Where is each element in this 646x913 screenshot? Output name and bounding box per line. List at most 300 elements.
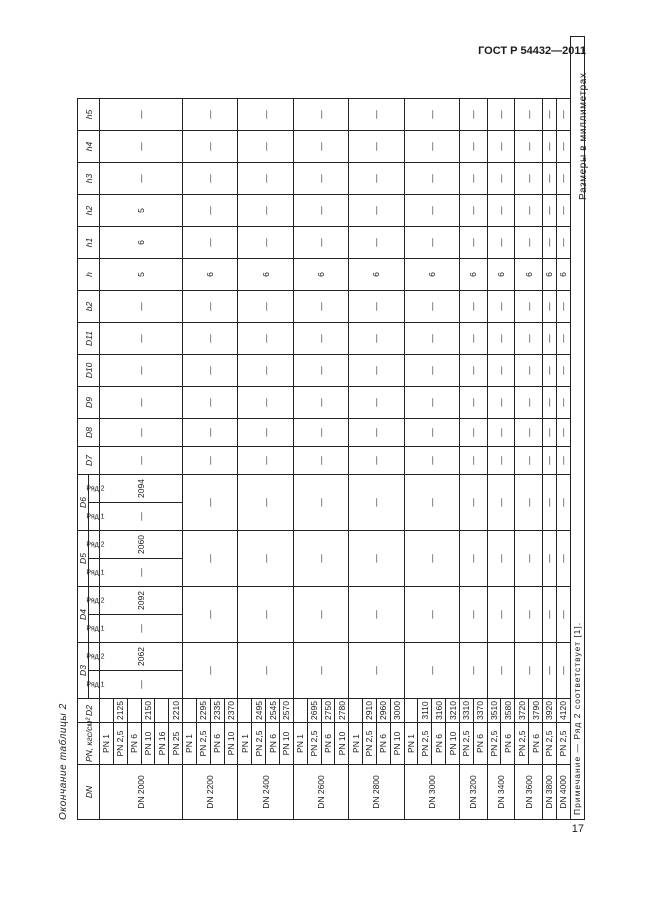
pn-cell: PN 2,5: [459, 723, 473, 765]
table-row: [404, 37, 418, 820]
h1-cell: —: [404, 227, 459, 259]
d9-cell: —: [487, 387, 515, 419]
d4-row1-cell: —: [100, 615, 183, 643]
d2-cell: [100, 699, 114, 723]
row1-label: Ряд 1: [86, 513, 105, 520]
header-pn: PN, кгс/см²: [78, 723, 100, 765]
h1-cell: —: [238, 227, 293, 259]
d2-cell: 3000: [390, 699, 404, 723]
d11-cell: —: [543, 323, 557, 355]
header-h1: h1: [78, 227, 100, 259]
h-cell: 6: [459, 259, 487, 291]
pn-cell: PN 10: [141, 723, 155, 765]
h4-cell: —: [404, 131, 459, 163]
table-row: [556, 37, 570, 820]
pn-cell: PN 6: [473, 723, 487, 765]
d8-cell: —: [459, 419, 487, 447]
h2-cell: —: [487, 195, 515, 227]
header-row1-cell: [86, 615, 105, 643]
d11-cell: —: [487, 323, 515, 355]
b2-cell: —: [459, 291, 487, 323]
d4-cell: —: [349, 587, 404, 643]
h2-cell: —: [459, 195, 487, 227]
d7-cell: —: [459, 447, 487, 475]
d6-cell: —: [487, 475, 515, 531]
h5-cell: —: [183, 99, 238, 131]
pn-cell: PN 6: [501, 723, 515, 765]
dimensions-table: [77, 36, 585, 820]
d4-cell: —: [404, 587, 459, 643]
header-row2-cell: [86, 531, 105, 559]
d2-cell: [238, 699, 252, 723]
b2-cell: —: [404, 291, 459, 323]
h2-cell: —: [349, 195, 404, 227]
b2-cell: —: [183, 291, 238, 323]
h5-cell: —: [515, 99, 543, 131]
d8-cell: —: [543, 419, 557, 447]
d2-cell: 2335: [210, 699, 224, 723]
pn-cell: PN 10: [335, 723, 349, 765]
d2-cell: 2210: [169, 699, 183, 723]
dn-cell: DN 3600: [515, 765, 543, 820]
d11-cell: —: [404, 323, 459, 355]
d5-cell: —: [556, 531, 570, 587]
d2-cell: 2960: [376, 699, 390, 723]
d11-cell: —: [515, 323, 543, 355]
pn-cell: PN 2,5: [487, 723, 501, 765]
h-cell: 6: [349, 259, 404, 291]
table-row: [183, 37, 197, 820]
d4-cell: —: [543, 587, 557, 643]
header-d7: D7: [78, 447, 100, 475]
d8-cell: —: [100, 419, 183, 447]
d11-cell: —: [238, 323, 293, 355]
h-cell: 6: [515, 259, 543, 291]
h5-cell: —: [459, 99, 487, 131]
pn-cell: PN 25: [169, 723, 183, 765]
h4-cell: —: [349, 131, 404, 163]
d9-cell: —: [100, 387, 183, 419]
header-b2: b2: [78, 291, 100, 323]
h2-cell: —: [183, 195, 238, 227]
h-cell: 6: [487, 259, 515, 291]
h2-cell: —: [556, 195, 570, 227]
b2-cell: —: [556, 291, 570, 323]
d7-cell: —: [487, 447, 515, 475]
d9-cell: —: [183, 387, 238, 419]
d3-cell: —: [349, 643, 404, 699]
note-row: [570, 37, 584, 820]
pn-cell: PN 2,5: [252, 723, 266, 765]
pn-cell: PN 1: [183, 723, 197, 765]
d6-cell: —: [293, 475, 348, 531]
h3-cell: —: [183, 163, 238, 195]
page-number: 17: [571, 823, 584, 835]
h3-cell: —: [487, 163, 515, 195]
header-row2-cell: [86, 643, 105, 671]
d10-cell: —: [183, 355, 238, 387]
d11-cell: —: [100, 323, 183, 355]
d7-cell: —: [100, 447, 183, 475]
h-cell: 5: [100, 259, 183, 291]
d4-row2-cell: 2092: [100, 587, 183, 615]
pn-cell: PN 6: [376, 723, 390, 765]
d2-cell: 2695: [307, 699, 321, 723]
h1-cell: —: [487, 227, 515, 259]
h5-cell: —: [404, 99, 459, 131]
d9-cell: —: [293, 387, 348, 419]
header-d4: D4: [78, 587, 89, 643]
d10-cell: —: [487, 355, 515, 387]
header-d3: D3: [78, 643, 89, 699]
d2-cell: 2125: [113, 699, 127, 723]
d10-cell: —: [515, 355, 543, 387]
d2-cell: 3370: [473, 699, 487, 723]
table-caption: Окончание таблицы 2: [58, 703, 69, 820]
b2-cell: —: [293, 291, 348, 323]
pn-cell: PN 1: [293, 723, 307, 765]
pn-cell: PN 2,5: [113, 723, 127, 765]
d11-cell: —: [293, 323, 348, 355]
d10-cell: —: [100, 355, 183, 387]
h2-cell: 5: [100, 195, 183, 227]
h5-cell: —: [100, 99, 183, 131]
header-d2: D2: [78, 699, 100, 723]
d3-cell: —: [459, 643, 487, 699]
h3-cell: —: [293, 163, 348, 195]
d4-cell: —: [293, 587, 348, 643]
pn-cell: PN 6: [266, 723, 280, 765]
b2-cell: —: [100, 291, 183, 323]
pn-cell: PN 1: [404, 723, 418, 765]
d9-cell: —: [543, 387, 557, 419]
h1-cell: 6: [100, 227, 183, 259]
d6-row1-cell: —: [100, 503, 183, 531]
h4-cell: —: [183, 131, 238, 163]
rotated-table-wrapper: [77, 85, 585, 820]
d7-cell: —: [556, 447, 570, 475]
d2-cell: 2910: [363, 699, 377, 723]
standard-header: ГОСТ Р 54432—2011: [478, 45, 586, 57]
d7-cell: —: [515, 447, 543, 475]
pn-cell: PN 6: [529, 723, 543, 765]
dn-cell: DN 3800: [543, 765, 557, 820]
header-row-1: [78, 37, 89, 820]
row1-label: Ряд 1: [86, 569, 105, 576]
h5-cell: —: [349, 99, 404, 131]
header-d9: D9: [78, 387, 100, 419]
d5-cell: —: [293, 531, 348, 587]
h-cell: 6: [183, 259, 238, 291]
header-h: h: [78, 259, 100, 291]
h2-cell: —: [515, 195, 543, 227]
pn-cell: PN 6: [432, 723, 446, 765]
d11-cell: —: [349, 323, 404, 355]
h2-cell: —: [404, 195, 459, 227]
pn-cell: PN 10: [279, 723, 293, 765]
d2-cell: 3720: [515, 699, 529, 723]
d5-row2-cell: 2060: [100, 531, 183, 559]
d2-cell: 3210: [446, 699, 460, 723]
d2-cell: 3160: [432, 699, 446, 723]
row1-label: Ряд 1: [86, 681, 105, 688]
header-d11: D11: [78, 323, 100, 355]
b2-cell: —: [349, 291, 404, 323]
d6-cell: —: [556, 475, 570, 531]
d6-cell: —: [349, 475, 404, 531]
d2-cell: 3580: [501, 699, 515, 723]
table-row: [349, 37, 363, 820]
d8-cell: —: [487, 419, 515, 447]
d2-cell: 2370: [224, 699, 238, 723]
dn-cell: DN 2000: [100, 765, 183, 820]
pn-cell: PN 2,5: [418, 723, 432, 765]
h4-cell: —: [100, 131, 183, 163]
row2-label: Ряд 2: [86, 653, 105, 660]
b2-cell: —: [238, 291, 293, 323]
d2-cell: [155, 699, 169, 723]
h-cell: 6: [238, 259, 293, 291]
table-row: [487, 37, 501, 820]
d4-cell: —: [487, 587, 515, 643]
row1-label: Ряд 1: [86, 625, 105, 632]
pn-cell: PN 1: [238, 723, 252, 765]
pn-cell: PN 6: [210, 723, 224, 765]
b2-cell: —: [543, 291, 557, 323]
d2-cell: 2750: [321, 699, 335, 723]
d7-cell: —: [543, 447, 557, 475]
dn-cell: DN 3000: [404, 765, 459, 820]
d4-cell: —: [183, 587, 238, 643]
h3-cell: —: [404, 163, 459, 195]
dn-cell: DN 2200: [183, 765, 238, 820]
h1-cell: —: [543, 227, 557, 259]
header-h3: h3: [78, 163, 100, 195]
d2-cell: [404, 699, 418, 723]
header-h5: h5: [78, 99, 100, 131]
d2-cell: 3510: [487, 699, 501, 723]
d2-cell: [183, 699, 197, 723]
d7-cell: —: [404, 447, 459, 475]
h4-cell: —: [543, 131, 557, 163]
h1-cell: —: [293, 227, 348, 259]
dn-cell: DN 3200: [459, 765, 487, 820]
pn-cell: PN 2,5: [307, 723, 321, 765]
d2-cell: 2570: [279, 699, 293, 723]
header-row2-cell: [86, 587, 105, 615]
pn-cell: PN 2,5: [543, 723, 557, 765]
d2-cell: 3920: [543, 699, 557, 723]
h3-cell: —: [100, 163, 183, 195]
h4-cell: —: [293, 131, 348, 163]
d5-cell: —: [487, 531, 515, 587]
table-row: [100, 37, 114, 820]
d9-cell: —: [404, 387, 459, 419]
pn-cell: PN 6: [127, 723, 141, 765]
d6-cell: —: [459, 475, 487, 531]
h1-cell: —: [349, 227, 404, 259]
d5-cell: —: [543, 531, 557, 587]
d6-cell: —: [183, 475, 238, 531]
header-d10: D10: [78, 355, 100, 387]
table-row: [543, 37, 557, 820]
d4-cell: —: [238, 587, 293, 643]
table-row: [459, 37, 473, 820]
h1-cell: —: [515, 227, 543, 259]
header-row2-cell: [86, 475, 105, 503]
d3-cell: —: [487, 643, 515, 699]
h1-cell: —: [556, 227, 570, 259]
d11-cell: —: [556, 323, 570, 355]
h5-cell: —: [487, 99, 515, 131]
dn-cell: DN 2800: [349, 765, 404, 820]
d8-cell: —: [349, 419, 404, 447]
pn-cell: PN 10: [446, 723, 460, 765]
table-row: [515, 37, 529, 820]
d5-row1-cell: —: [100, 559, 183, 587]
dn-cell: DN 3400: [487, 765, 515, 820]
d10-cell: —: [293, 355, 348, 387]
d5-cell: —: [459, 531, 487, 587]
d5-cell: —: [404, 531, 459, 587]
d2-cell: 2295: [196, 699, 210, 723]
h3-cell: —: [515, 163, 543, 195]
d10-cell: —: [404, 355, 459, 387]
pn-cell: PN 2,5: [556, 723, 570, 765]
h3-cell: —: [349, 163, 404, 195]
h-cell: 6: [543, 259, 557, 291]
h-cell: 6: [404, 259, 459, 291]
header-h4: h4: [78, 131, 100, 163]
d7-cell: —: [183, 447, 238, 475]
d2-cell: [293, 699, 307, 723]
dn-cell: DN 2400: [238, 765, 293, 820]
d3-row2-cell: 2062: [100, 643, 183, 671]
dn-cell: DN 4000: [556, 765, 570, 820]
row2-label: Ряд 2: [86, 597, 105, 604]
h3-cell: —: [459, 163, 487, 195]
table-note: Примечание — Ряд 2 соответствует [1].: [570, 37, 584, 820]
header-row1-cell: [86, 671, 105, 699]
h1-cell: —: [459, 227, 487, 259]
d2-cell: 2495: [252, 699, 266, 723]
b2-cell: —: [487, 291, 515, 323]
d3-cell: —: [404, 643, 459, 699]
d3-cell: —: [543, 643, 557, 699]
d2-cell: 2780: [335, 699, 349, 723]
header-d5: D5: [78, 531, 89, 587]
d3-cell: —: [183, 643, 238, 699]
d10-cell: —: [543, 355, 557, 387]
d3-cell: —: [515, 643, 543, 699]
d2-cell: 3790: [529, 699, 543, 723]
d4-cell: —: [459, 587, 487, 643]
d6-cell: —: [404, 475, 459, 531]
header-row1-cell: [86, 503, 105, 531]
d8-cell: —: [515, 419, 543, 447]
d8-cell: —: [183, 419, 238, 447]
h3-cell: —: [543, 163, 557, 195]
d3-cell: —: [556, 643, 570, 699]
h4-cell: —: [238, 131, 293, 163]
h4-cell: —: [515, 131, 543, 163]
h-cell: 6: [556, 259, 570, 291]
d9-cell: —: [349, 387, 404, 419]
h3-cell: —: [556, 163, 570, 195]
h5-cell: —: [238, 99, 293, 131]
d10-cell: —: [238, 355, 293, 387]
d9-cell: —: [515, 387, 543, 419]
pn-cell: PN 6: [321, 723, 335, 765]
d9-cell: —: [556, 387, 570, 419]
d4-cell: —: [515, 587, 543, 643]
d2-cell: 2150: [141, 699, 155, 723]
d3-cell: —: [293, 643, 348, 699]
d6-cell: —: [515, 475, 543, 531]
table-row: [293, 37, 307, 820]
h2-cell: —: [543, 195, 557, 227]
pn-cell: PN 1: [349, 723, 363, 765]
d2-cell: 3310: [459, 699, 473, 723]
d3-row1-cell: —: [100, 671, 183, 699]
h1-cell: —: [183, 227, 238, 259]
d2-cell: 2545: [266, 699, 280, 723]
d10-cell: —: [556, 355, 570, 387]
header-d6: D6: [78, 475, 89, 531]
d11-cell: —: [183, 323, 238, 355]
pn-cell: PN 2,5: [515, 723, 529, 765]
h2-cell: —: [293, 195, 348, 227]
pn-cell: PN 2,5: [196, 723, 210, 765]
table-row: [238, 37, 252, 820]
d7-cell: —: [349, 447, 404, 475]
d9-cell: —: [459, 387, 487, 419]
d8-cell: —: [238, 419, 293, 447]
d6-cell: —: [238, 475, 293, 531]
h4-cell: —: [459, 131, 487, 163]
h-cell: 6: [293, 259, 348, 291]
d5-cell: —: [515, 531, 543, 587]
d8-cell: —: [404, 419, 459, 447]
header-row1-cell: [86, 559, 105, 587]
dn-cell: DN 2600: [293, 765, 348, 820]
row2-label: Ряд 2: [86, 485, 105, 492]
pn-cell: PN 10: [224, 723, 238, 765]
d11-cell: —: [459, 323, 487, 355]
h2-cell: —: [238, 195, 293, 227]
d5-cell: —: [349, 531, 404, 587]
d2-cell: [127, 699, 141, 723]
d8-cell: —: [556, 419, 570, 447]
h5-cell: —: [556, 99, 570, 131]
header-h2: h2: [78, 195, 100, 227]
d8-cell: —: [293, 419, 348, 447]
h3-cell: —: [238, 163, 293, 195]
pn-cell: PN 2,5: [363, 723, 377, 765]
h4-cell: —: [487, 131, 515, 163]
d4-cell: —: [556, 587, 570, 643]
b2-cell: —: [515, 291, 543, 323]
d5-cell: —: [183, 531, 238, 587]
h5-cell: —: [293, 99, 348, 131]
pn-cell: PN 16: [155, 723, 169, 765]
d6-cell: —: [543, 475, 557, 531]
h5-cell: —: [543, 99, 557, 131]
d2-cell: [349, 699, 363, 723]
d9-cell: —: [238, 387, 293, 419]
pn-cell: PN 1: [100, 723, 114, 765]
units-caption: Размеры в миллиметрах: [578, 72, 589, 200]
